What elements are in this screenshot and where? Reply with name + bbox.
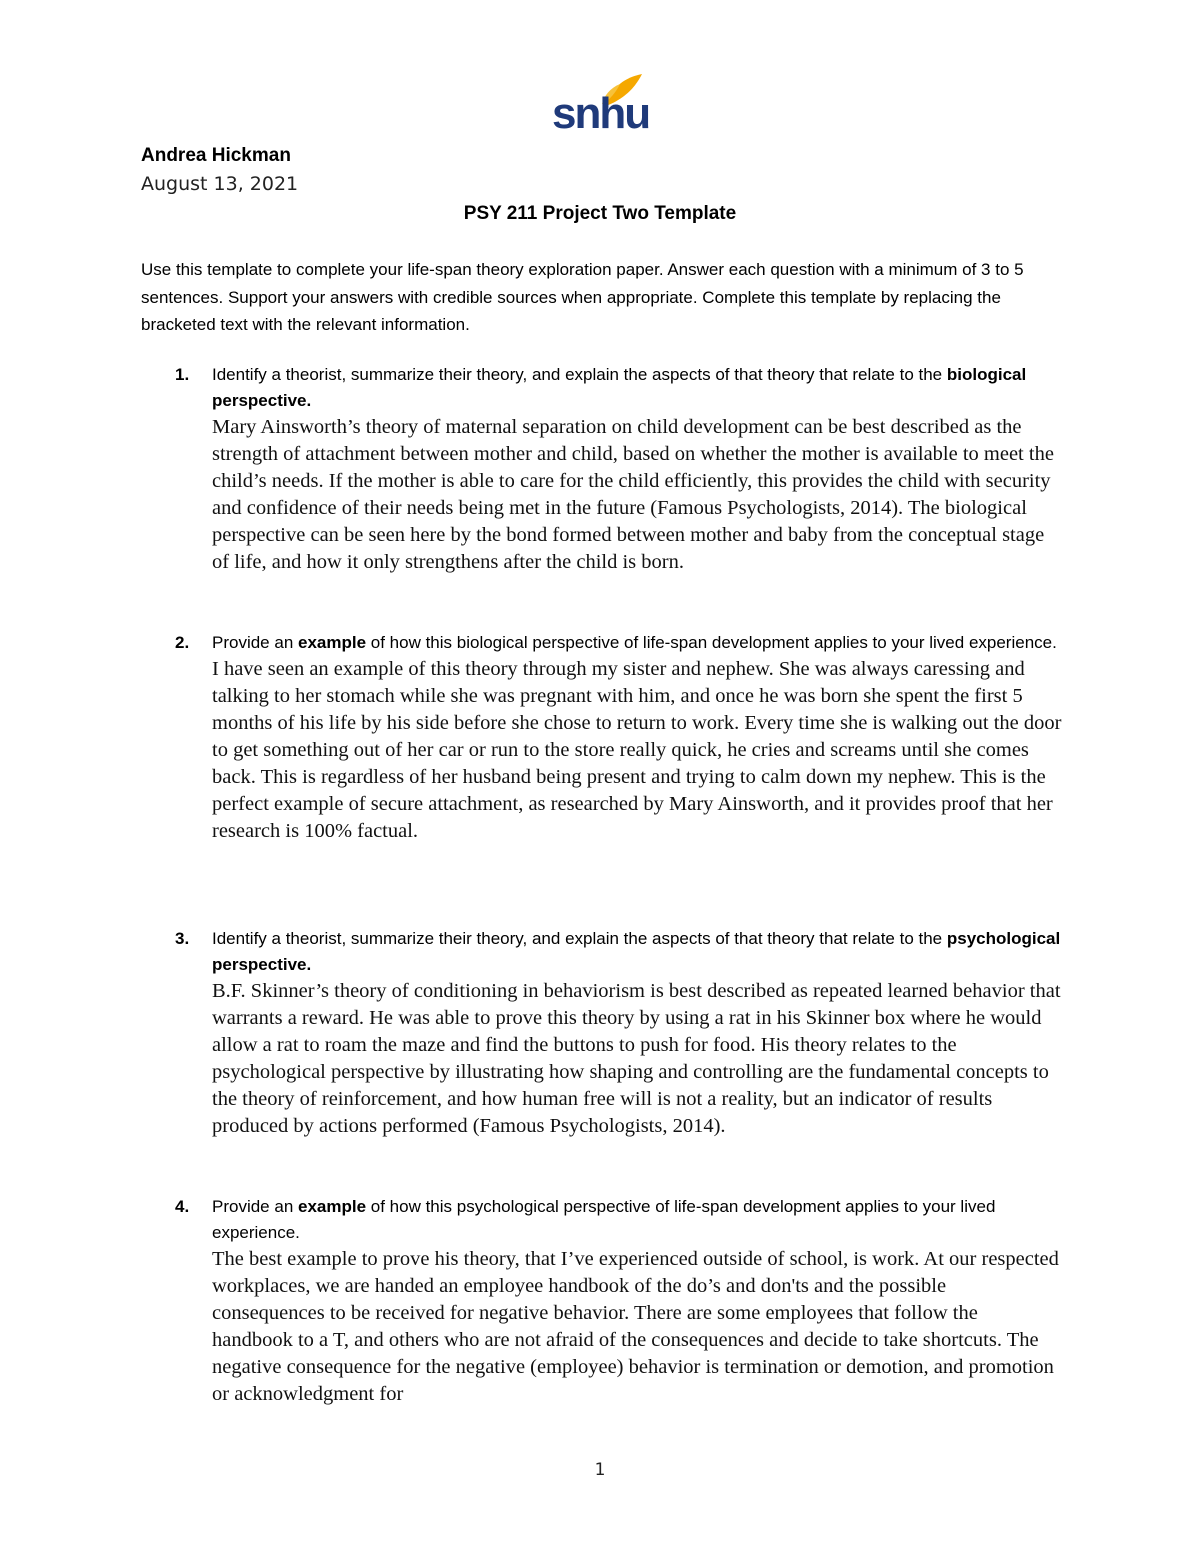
question-4 xyxy=(141,1194,1071,1408)
page-number: 1 xyxy=(594,1460,606,1480)
question-number: 1. xyxy=(175,365,190,384)
question-prompt: Identify a theorist, summarize their theory, and explain the aspects of that theory that relate to the biological perspective. xyxy=(212,365,1027,410)
logo-text: snhu xyxy=(552,89,650,138)
question-prompt: Provide an example of how this biological perspective of life-span development applies to your lived experience. xyxy=(212,633,1057,652)
question-number: 2. xyxy=(175,633,190,652)
question-number: 4. xyxy=(175,1197,190,1216)
intro-paragraph: Use this template to complete your life-span theory exploration paper. Answer each question with a minimum of 3 to 5 sentences. Support your answers with credible sources when appropriate. Complete this template by replacing the bracketed text with the relevant information. xyxy=(141,260,1024,334)
document-date: August 13, 2021 xyxy=(141,173,299,195)
question-3 xyxy=(141,926,1071,1140)
question-prompt: Identify a theorist, summarize their theory, and explain the aspects of that theory that relate to the psychological perspective. xyxy=(212,929,1061,974)
document-title: PSY 211 Project Two Template xyxy=(463,203,737,224)
question-1 xyxy=(141,362,1071,576)
question-answer: The best example to prove his theory, that I’ve experienced outside of school, is work. At our respected workplaces, we are handed an employee handbook of the do’s and don'ts and the possible consequences to be received for negative behavior. There are some employees that follow the handbook to a T, and others who are not afraid of the consequences and decide to take shortcuts. The negative consequence for the negative (employee) behavior is termination or demotion, and promotion or acknowledgment for xyxy=(212,1248,1059,1405)
question-answer: I have seen an example of this theory through my sister and nephew. She was always caressing and talking to her stomach while she was pregnant with him, and once he was born she spent the first 5 months of his life by his side before she chose to return to work. Every time she is walking out the door to get something out of her car or run to the store really quick, he cries and screams until she comes back. This is regardless of her husband being present and trying to calm down my nephew. This is the perfect example of secure attachment, as researched by Mary Ainsworth, and it provides proof that her research is 100% factual. xyxy=(212,658,1062,842)
question-2 xyxy=(141,630,1071,845)
question-answer: Mary Ainsworth’s theory of maternal separation on child development can be best described as the strength of attachment between mother and child, based on whether the mother is available to meet the child’s needs. If the mother is able to care for the child efficiently, this provides the child with security and confidence of their needs being met in the future (Famous Psychologists, 2014). The biological perspective can be seen here by the bond formed between mother and baby from the conceptual stage of life, and how it only strengthens after the child is born. xyxy=(212,416,1054,573)
question-answer: B.F. Skinner’s theory of conditioning in behaviorism is best described as repeated learned behavior that warrants a reward. He was able to prove this theory by using a rat in his Skinner box where he would allow a rat to roam the maze and find the buttons to push for food. His theory relates to the psychological perspective by illustrating how shaping and controlling are the fundamental concepts to the theory of reinforcement, and how human free will is not a reality, but an indicator of results produced by actions performed (Famous Psychologists, 2014). xyxy=(212,980,1061,1137)
question-prompt: Provide an example of how this psychological perspective of life-span development applies to your lived experience. xyxy=(212,1197,996,1242)
author-name: Andrea Hickman xyxy=(141,145,291,166)
snhu-logo xyxy=(552,72,650,138)
question-number: 3. xyxy=(175,929,190,948)
